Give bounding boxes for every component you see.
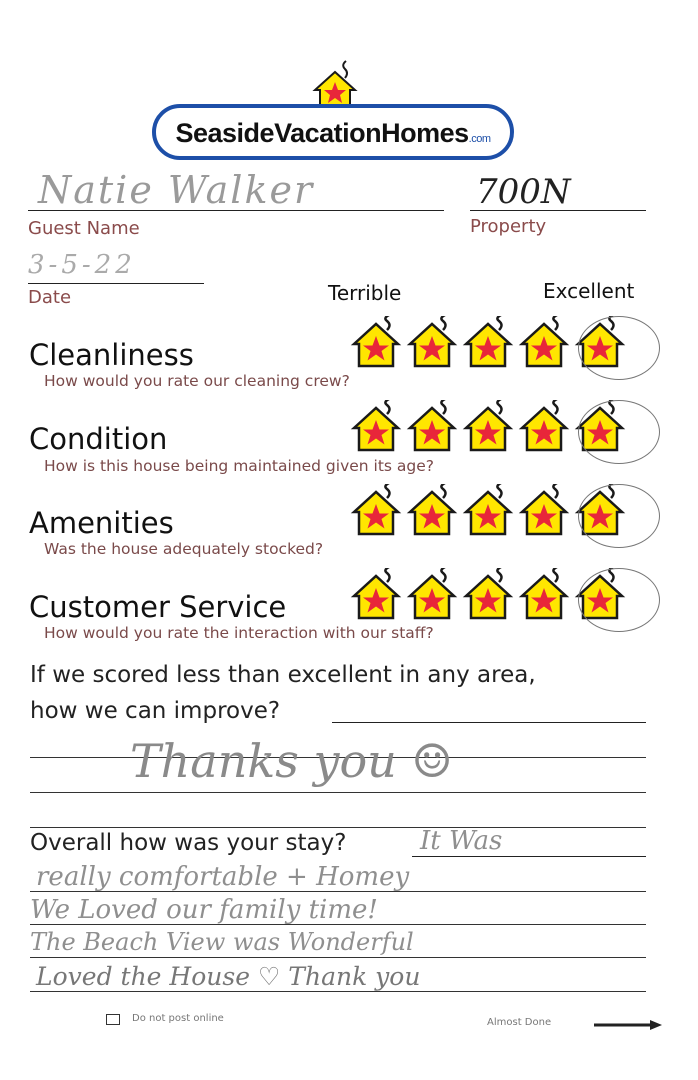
- house-star-icon[interactable]: [462, 484, 514, 542]
- rating-prompt: How would you rate our cleaning crew?: [44, 372, 350, 390]
- overall-answer-line-3: We Loved our family time!: [30, 895, 378, 925]
- house-star-icon[interactable]: [462, 568, 514, 626]
- house-star-icon[interactable]: [518, 568, 570, 626]
- do-not-post-checkbox[interactable]: [106, 1014, 120, 1025]
- property-label: Property: [470, 216, 547, 237]
- overall-line-3: [30, 957, 646, 958]
- overall-line-4: [30, 991, 646, 992]
- house-star-icon[interactable]: [518, 400, 570, 458]
- house-star-icon[interactable]: [350, 568, 402, 626]
- house-star-icon[interactable]: [518, 316, 570, 374]
- overall-answer-line-1: It Was: [420, 826, 503, 856]
- do-not-post-label: Do not post online: [132, 1013, 224, 1024]
- house-star-icon[interactable]: [462, 400, 514, 458]
- arrow-right-icon: [594, 1019, 664, 1031]
- selected-rating-circle: [578, 316, 660, 380]
- selected-rating-circle: [578, 484, 660, 548]
- rating-prompt: How would you rate the interaction with our staff?: [44, 624, 434, 642]
- rating-prompt: Was the house adequately stocked?: [44, 540, 324, 558]
- brand-logo: [152, 60, 518, 164]
- scale-high-label: Excellent: [543, 279, 635, 303]
- rating-category: Cleanliness: [29, 338, 194, 372]
- house-star-icon[interactable]: [406, 484, 458, 542]
- guest-name-value: Natie Walker: [38, 168, 315, 212]
- house-star-icon[interactable]: [350, 316, 402, 374]
- house-star-icon[interactable]: [406, 400, 458, 458]
- overall-question: Overall how was your stay?: [30, 830, 347, 856]
- almost-done-label: Almost Done: [487, 1017, 552, 1028]
- house-star-icon[interactable]: [350, 400, 402, 458]
- overall-answer-line-5: Loved the House ♡ Thank you: [36, 962, 421, 991]
- logo-brand: SeasideVacationHomes: [175, 118, 469, 148]
- overall-answer-line-2: really comfortable + Homey: [36, 862, 410, 892]
- date-label: Date: [28, 287, 72, 308]
- date-value: 3-5-22: [28, 250, 136, 280]
- improve-question-line1: If we scored less than excellent in any area,: [30, 662, 536, 688]
- improve-line-4: [30, 827, 646, 828]
- rating-prompt: How is this house being maintained given its age?: [44, 457, 435, 475]
- house-star-icon[interactable]: [406, 316, 458, 374]
- house-star-icon[interactable]: [350, 484, 402, 542]
- house-star-icon[interactable]: [406, 568, 458, 626]
- property-line: [470, 210, 646, 211]
- improve-line-3: [30, 792, 646, 793]
- improve-question-line2: how we can improve?: [30, 698, 281, 724]
- selected-rating-circle: [578, 568, 660, 632]
- house-star-icon[interactable]: [462, 316, 514, 374]
- date-line: [28, 283, 204, 284]
- improve-line-1: [332, 722, 646, 723]
- overall-line-0: [412, 856, 646, 857]
- rating-category: Condition: [29, 422, 168, 456]
- house-star-icon[interactable]: [518, 484, 570, 542]
- selected-rating-circle: [578, 400, 660, 464]
- guest-name-line: [28, 210, 444, 211]
- rating-category: Amenities: [29, 506, 174, 540]
- rating-category: Customer Service: [29, 590, 287, 624]
- property-value: 700N: [476, 172, 571, 212]
- logo-suffix: .com: [468, 133, 491, 145]
- guest-name-label: Guest Name: [28, 218, 140, 239]
- overall-answer-line-4: The Beach View was Wonderful: [30, 928, 414, 956]
- improve-answer: Thanks you ☺: [130, 734, 453, 788]
- logo-text: [152, 118, 514, 149]
- scale-low-label: Terrible: [328, 281, 402, 305]
